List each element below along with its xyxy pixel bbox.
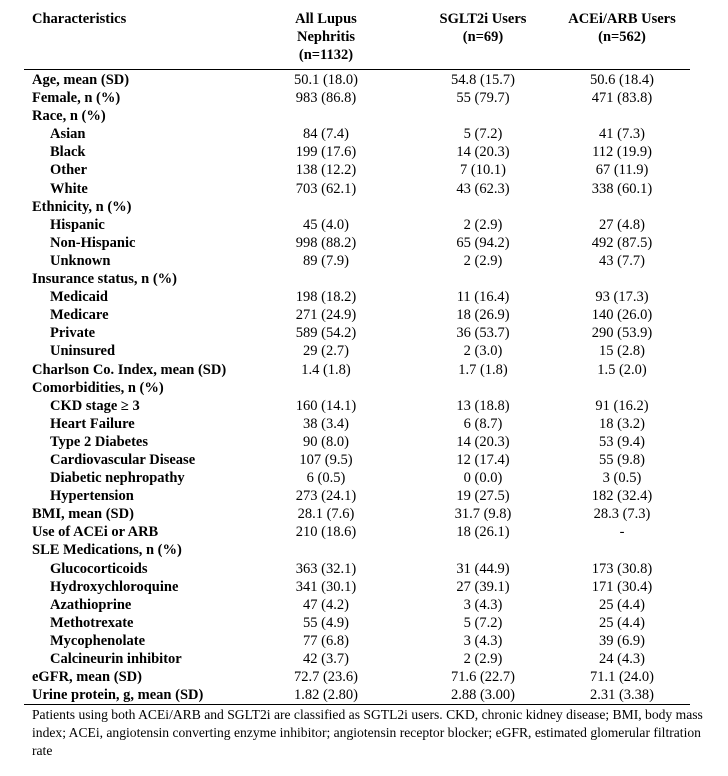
row-label: Azathioprine bbox=[50, 596, 132, 613]
cell-acei-arb-users: - bbox=[619, 524, 625, 541]
row-label: Hypertension bbox=[50, 488, 134, 505]
table-row bbox=[24, 216, 690, 234]
row-label: Urine protein, g, mean (SD) bbox=[32, 687, 204, 704]
cell-all-lupus-nephritis: 45 (4.0) bbox=[303, 216, 349, 233]
cell-all-lupus-nephritis: 72.7 (23.6) bbox=[293, 669, 359, 686]
cell-all-lupus-nephritis: 47 (4.2) bbox=[303, 596, 349, 613]
row-label: Unknown bbox=[50, 252, 111, 269]
cell-acei-arb-users: 91 (16.2) bbox=[595, 397, 649, 414]
row-label: Race, n (%) bbox=[32, 108, 106, 125]
cell-all-lupus-nephritis: 55 (4.9) bbox=[303, 614, 349, 631]
cell-sglt2i-users: 2 (3.0) bbox=[463, 343, 503, 360]
table-row bbox=[24, 270, 690, 288]
row-label: Medicare bbox=[50, 307, 109, 324]
row-label: Glucocorticoids bbox=[50, 560, 148, 577]
cell-sglt2i-users: 31.7 (9.8) bbox=[454, 506, 512, 523]
table-row bbox=[24, 397, 690, 415]
row-label: Hispanic bbox=[50, 216, 105, 233]
table-row bbox=[24, 379, 690, 397]
row-label: Asian bbox=[50, 126, 86, 143]
cell-acei-arb-users: 171 (30.4) bbox=[591, 578, 653, 595]
cell-all-lupus-nephritis: 198 (18.2) bbox=[295, 289, 357, 306]
table-row bbox=[24, 361, 690, 379]
table-body bbox=[24, 70, 690, 704]
row-label: SLE Medications, n (%) bbox=[32, 542, 182, 559]
cell-acei-arb-users: 27 (4.8) bbox=[599, 216, 645, 233]
table-row bbox=[24, 596, 690, 614]
row-label: Other bbox=[50, 162, 88, 179]
cell-all-lupus-nephritis: 38 (3.4) bbox=[303, 415, 349, 432]
cell-sglt2i-users: 18 (26.9) bbox=[456, 307, 510, 324]
row-label: Mycophenolate bbox=[50, 632, 146, 649]
table-row bbox=[24, 324, 690, 342]
row-label: Heart Failure bbox=[50, 415, 135, 432]
cell-acei-arb-users: 24 (4.3) bbox=[599, 651, 645, 667]
row-label: Medicaid bbox=[50, 289, 108, 306]
cell-acei-arb-users: 1.5 (2.0) bbox=[597, 361, 647, 378]
cell-all-lupus-nephritis: 1.82 (2.80) bbox=[293, 687, 359, 704]
row-label: Private bbox=[50, 325, 96, 342]
header-line: ACEi/ARB Users bbox=[568, 11, 676, 27]
row-label: Non-Hispanic bbox=[50, 234, 136, 251]
table-footnote: Patients using both ACEi/ARB and SGLT2i are classified as SGTL2i users. CKD, chronic kidney disease; BMI, body mass index; ACEi, angiotensin converting enzyme inhibitor; angiotensin receptor blocker; eGFR, estimated glomerular filtration rate bbox=[32, 707, 703, 759]
cell-acei-arb-users: 3 (0.5) bbox=[602, 470, 642, 487]
cell-all-lupus-nephritis: 703 (62.1) bbox=[295, 180, 357, 197]
table-row bbox=[24, 89, 690, 107]
cell-acei-arb-users: 290 (53.9) bbox=[591, 325, 653, 342]
header-line: SGLT2i Users bbox=[439, 11, 527, 27]
cell-all-lupus-nephritis: 28.1 (7.6) bbox=[297, 506, 355, 523]
cell-sglt2i-users: 2.88 (3.00) bbox=[450, 687, 516, 704]
cell-all-lupus-nephritis: 77 (6.8) bbox=[303, 632, 349, 649]
cell-acei-arb-users: 43 (7.7) bbox=[599, 252, 645, 269]
table-row bbox=[24, 306, 690, 324]
cell-all-lupus-nephritis: 42 (3.7) bbox=[303, 651, 349, 667]
cell-all-lupus-nephritis: 50.1 (18.0) bbox=[293, 72, 359, 88]
header-characteristics bbox=[32, 10, 126, 28]
table-row bbox=[24, 523, 690, 541]
cell-sglt2i-users: 11 (16.4) bbox=[456, 289, 510, 306]
cell-sglt2i-users: 43 (62.3) bbox=[456, 180, 510, 197]
cell-sglt2i-users: 7 (10.1) bbox=[460, 162, 506, 179]
cell-all-lupus-nephritis: 363 (32.1) bbox=[295, 560, 357, 577]
cell-acei-arb-users: 25 (4.4) bbox=[599, 614, 645, 631]
cell-acei-arb-users: 182 (32.4) bbox=[591, 488, 653, 505]
cell-sglt2i-users: 18 (26.1) bbox=[456, 524, 510, 541]
cell-acei-arb-users: 492 (87.5) bbox=[591, 234, 653, 251]
row-label: Charlson Co. Index, mean (SD) bbox=[32, 361, 227, 378]
row-label: Cardiovascular Disease bbox=[50, 451, 196, 468]
cell-sglt2i-users: 27 (39.1) bbox=[456, 578, 510, 595]
cell-acei-arb-users: 338 (60.1) bbox=[591, 180, 653, 197]
cell-sglt2i-users: 2 (2.9) bbox=[463, 252, 503, 269]
row-label: Age, mean (SD) bbox=[32, 72, 130, 88]
cell-sglt2i-users: 13 (18.8) bbox=[456, 397, 510, 414]
header-sglt2i-users bbox=[413, 10, 553, 46]
header-line: (n=1132) bbox=[298, 47, 354, 63]
cell-all-lupus-nephritis: 998 (88.2) bbox=[295, 234, 357, 251]
cell-acei-arb-users: 50.6 (18.4) bbox=[589, 72, 655, 88]
header-line: (n=69) bbox=[462, 29, 504, 45]
table-row bbox=[24, 668, 690, 686]
cell-all-lupus-nephritis: 199 (17.6) bbox=[295, 144, 357, 161]
table-row bbox=[24, 71, 690, 89]
row-label: Calcineurin inhibitor bbox=[50, 651, 182, 667]
row-label: Ethnicity, n (%) bbox=[32, 198, 132, 215]
cell-sglt2i-users: 36 (53.7) bbox=[456, 325, 510, 342]
cell-acei-arb-users: 93 (17.3) bbox=[595, 289, 649, 306]
table-row bbox=[24, 632, 690, 650]
cell-sglt2i-users: 14 (20.3) bbox=[456, 433, 510, 450]
header-all-lupus-nephritis bbox=[256, 10, 396, 64]
cell-all-lupus-nephritis: 138 (12.2) bbox=[295, 162, 357, 179]
row-label: Use of ACEi or ARB bbox=[32, 524, 159, 541]
table-row bbox=[24, 614, 690, 632]
cell-acei-arb-users: 25 (4.4) bbox=[599, 596, 645, 613]
cell-all-lupus-nephritis: 341 (30.1) bbox=[295, 578, 357, 595]
cell-sglt2i-users: 6 (8.7) bbox=[463, 415, 503, 432]
table-row bbox=[24, 505, 690, 523]
row-label: Hydroxychloroquine bbox=[50, 578, 179, 595]
cell-sglt2i-users: 1.7 (1.8) bbox=[458, 361, 508, 378]
cell-acei-arb-users: 67 (11.9) bbox=[595, 162, 649, 179]
row-label: Diabetic nephropathy bbox=[50, 470, 185, 487]
cell-all-lupus-nephritis: 107 (9.5) bbox=[299, 451, 353, 468]
table-header bbox=[24, 10, 690, 69]
cell-sglt2i-users: 5 (7.2) bbox=[463, 126, 503, 143]
cell-all-lupus-nephritis: 89 (7.9) bbox=[303, 252, 349, 269]
cell-sglt2i-users: 3 (4.3) bbox=[463, 596, 503, 613]
row-label: Methotrexate bbox=[50, 614, 134, 631]
characteristics-table bbox=[24, 10, 703, 760]
cell-acei-arb-users: 41 (7.3) bbox=[599, 126, 645, 143]
header-acei-arb-users bbox=[552, 10, 692, 46]
cell-all-lupus-nephritis: 1.4 (1.8) bbox=[301, 361, 351, 378]
cell-all-lupus-nephritis: 210 (18.6) bbox=[295, 524, 357, 541]
header-line: Nephritis bbox=[297, 29, 355, 45]
row-label: Black bbox=[50, 144, 86, 161]
cell-sglt2i-users: 2 (2.9) bbox=[463, 216, 503, 233]
table-row bbox=[24, 107, 690, 125]
cell-acei-arb-users: 2.31 (3.38) bbox=[589, 687, 655, 704]
table-row bbox=[24, 161, 690, 179]
row-label: Insurance status, n (%) bbox=[32, 271, 178, 288]
table-row bbox=[24, 451, 690, 469]
row-label: Comorbidities, n (%) bbox=[32, 379, 164, 396]
table-row bbox=[24, 415, 690, 433]
table-row bbox=[24, 487, 690, 505]
table-row bbox=[24, 578, 690, 596]
cell-sglt2i-users: 2 (2.9) bbox=[463, 651, 503, 667]
cell-sglt2i-users: 3 (4.3) bbox=[463, 632, 503, 649]
cell-all-lupus-nephritis: 84 (7.4) bbox=[303, 126, 349, 143]
cell-acei-arb-users: 173 (30.8) bbox=[591, 560, 653, 577]
row-label: White bbox=[50, 180, 88, 197]
cell-sglt2i-users: 5 (7.2) bbox=[463, 614, 503, 631]
table-row bbox=[24, 560, 690, 578]
table-row bbox=[24, 288, 690, 306]
cell-all-lupus-nephritis: 160 (14.1) bbox=[295, 397, 357, 414]
cell-all-lupus-nephritis: 90 (8.0) bbox=[303, 433, 349, 450]
cell-acei-arb-users: 55 (9.8) bbox=[599, 451, 645, 468]
cell-all-lupus-nephritis: 589 (54.2) bbox=[295, 325, 357, 342]
cell-sglt2i-users: 19 (27.5) bbox=[456, 488, 510, 505]
cell-acei-arb-users: 39 (6.9) bbox=[599, 632, 645, 649]
table-row bbox=[24, 180, 690, 198]
cell-all-lupus-nephritis: 983 (86.8) bbox=[295, 90, 357, 107]
cell-sglt2i-users: 31 (44.9) bbox=[456, 560, 510, 577]
cell-acei-arb-users: 28.3 (7.3) bbox=[593, 506, 651, 523]
header-line: All Lupus bbox=[295, 11, 357, 27]
table-row bbox=[24, 541, 690, 559]
cell-acei-arb-users: 15 (2.8) bbox=[599, 343, 645, 360]
cell-all-lupus-nephritis: 6 (0.5) bbox=[306, 470, 346, 487]
cell-sglt2i-users: 0 (0.0) bbox=[463, 470, 503, 487]
cell-acei-arb-users: 112 (19.9) bbox=[592, 144, 652, 161]
cell-acei-arb-users: 53 (9.4) bbox=[599, 433, 645, 450]
cell-all-lupus-nephritis: 29 (2.7) bbox=[303, 343, 349, 360]
cell-sglt2i-users: 54.8 (15.7) bbox=[450, 72, 516, 88]
cell-all-lupus-nephritis: 271 (24.9) bbox=[295, 307, 357, 324]
header-line: (n=562) bbox=[598, 29, 646, 45]
table-row bbox=[24, 198, 690, 216]
row-label: Female, n (%) bbox=[32, 90, 121, 107]
table-row bbox=[24, 143, 690, 161]
row-label: Uninsured bbox=[50, 343, 116, 360]
cell-acei-arb-users: 471 (83.8) bbox=[591, 90, 653, 107]
cell-acei-arb-users: 71.1 (24.0) bbox=[589, 669, 655, 686]
row-label: Type 2 Diabetes bbox=[50, 433, 149, 450]
cell-sglt2i-users: 14 (20.3) bbox=[456, 144, 510, 161]
cell-acei-arb-users: 140 (26.0) bbox=[591, 307, 653, 324]
table-row bbox=[24, 686, 690, 704]
row-label: BMI, mean (SD) bbox=[32, 506, 134, 523]
cell-sglt2i-users: 65 (94.2) bbox=[456, 234, 510, 251]
row-label: eGFR, mean (SD) bbox=[32, 669, 142, 686]
table-row bbox=[24, 650, 690, 668]
table-row bbox=[24, 342, 690, 360]
header-line: Characteristics bbox=[32, 11, 127, 27]
table-row bbox=[24, 433, 690, 451]
cell-acei-arb-users: 18 (3.2) bbox=[599, 415, 645, 432]
table-row bbox=[24, 469, 690, 487]
cell-all-lupus-nephritis: 273 (24.1) bbox=[295, 488, 357, 505]
cell-sglt2i-users: 71.6 (22.7) bbox=[450, 669, 516, 686]
cell-sglt2i-users: 12 (17.4) bbox=[456, 451, 510, 468]
table-row bbox=[24, 125, 690, 143]
table-row bbox=[24, 234, 690, 252]
row-label: CKD stage ≥ 3 bbox=[50, 397, 140, 414]
cell-sglt2i-users: 55 (79.7) bbox=[456, 90, 510, 107]
table-row bbox=[24, 252, 690, 270]
